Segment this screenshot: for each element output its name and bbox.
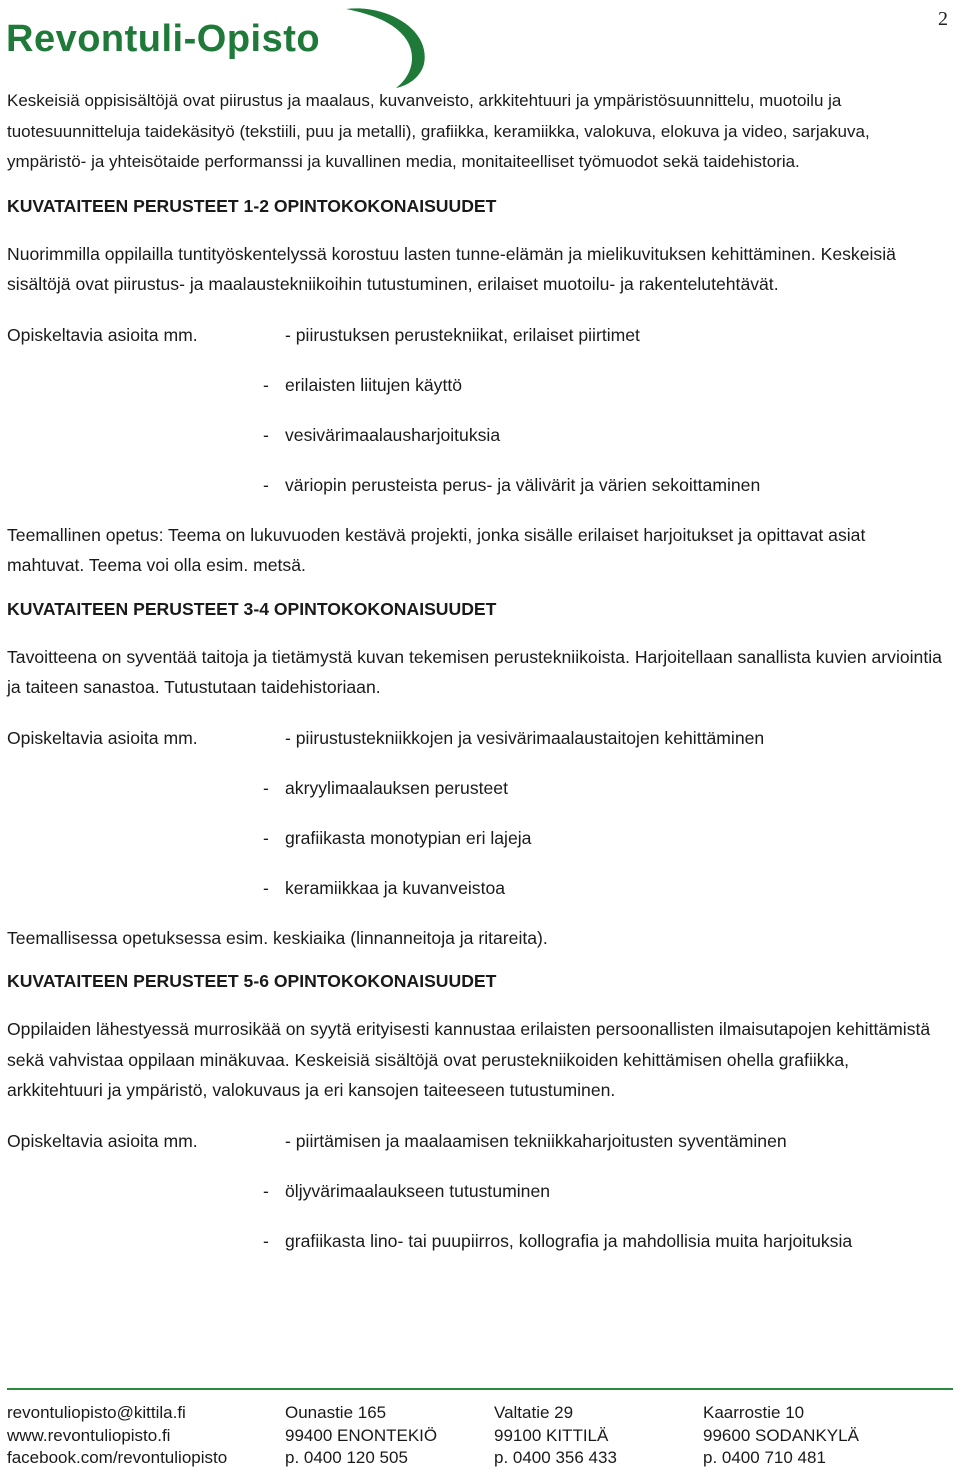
footer-address: Valtatie 29 [494,1403,574,1422]
page-number: 2 [938,8,948,30]
footer-address: Kaarrostie 10 [703,1403,805,1422]
section-after-3-4: Teemallisessa opetuksessa esim. keskiaika (linnanneitoja ja ritareita). [7,927,548,948]
section-heading-3-4: KUVATAITEEN PERUSTEET 3-4 OPINTOKOKONAISUUDET [7,598,497,619]
study-label: Opiskeltavia asioita mm. [7,1130,198,1151]
section-heading-1-2: KUVATAITEEN PERUSTEET 1-2 OPINTOKOKONAISUUDET [7,195,497,216]
aurora-swoosh-icon [336,4,436,89]
footer-city: 99400 ENONTEKIÖ [285,1425,438,1445]
section-after-1-2: Teemallinen opetus: Teema on lukuvuoden kestävä projekti, jonka sisälle erilaiset harjoitukset ja opittavat asiat mahtuvat. Teema voi olla esim. metsä. [7,524,866,575]
footer-city: 99100 KITTILÄ [494,1425,609,1445]
list-item: - grafiikasta lino- tai puupiirros, kollografia ja mahdollisia muita harjoituksia [263,1230,853,1251]
study-label: Opiskeltavia asioita mm. [7,727,198,748]
list-item: - vesivärimaalausharjoituksia [263,424,501,445]
study-label: Opiskeltavia asioita mm. [7,324,198,345]
section-heading-5-6: KUVATAITEEN PERUSTEET 5-6 OPINTOKOKONAISUUDET [7,971,497,991]
list-item: - keramiikkaa ja kuvanveistoa [263,877,506,898]
footer-office-enontekio [285,1402,437,1470]
footer-divider [7,1388,953,1390]
section-paragraph-3-4: Tavoitteena on syventää taitoja ja tietämystä kuvan tekemisen perustekniikoista. Harjoitellaan sanallista kuvien arviointia ja taiteen sanastoa. Tutustutaan taidehistoriaan. [7,646,942,697]
list-item: - piirtämisen ja maalaamisen tekniikkaharjoitusten syventäminen [285,1130,787,1151]
list-item: - erilaisten liitujen käyttö [263,374,463,395]
study-list-5-6 [7,1126,947,1256]
footer-email[interactable]: revontuliopisto@kittila.fi [7,1403,186,1422]
footer-phone: p. 0400 120 505 [285,1448,408,1467]
footer-office-kittila [494,1402,617,1470]
section-paragraph-5-6: Oppilaiden lähestyessä murrosikää on syytä erityisesti kannustaa erilaisten persoonallisten ilmaisutapojen kehittämistä sekä vahvistaa oppilaan minäkuvaa. Keskeisiä sisältöjä ovat perustekniikoiden kehittämisen ohella grafiikka, arkkitehtuuri ja ympäristö, valokuvaus ja eri kansojen taiteeseen tutustuminen. [7,1019,931,1100]
list-item: - öljyvärimaalaukseen tutustuminen [263,1180,551,1201]
list-item: - grafiikasta monotypian eri lajeja [263,827,532,848]
footer-contact-column [7,1402,227,1470]
page-header [0,0,960,90]
document-body [7,86,947,1256]
logo-text: Revontuli-Opisto [6,18,321,60]
list-item: - väriopin perusteista perus- ja välivärit ja värien sekoittaminen [263,474,761,495]
study-list-1-2 [7,320,947,500]
list-item: - piirustustekniikkojen ja vesivärimaalaustaitojen kehittäminen [285,727,765,748]
list-item: - piirustuksen perustekniikat, erilaiset piirtimet [285,324,640,345]
footer-office-sodankyla [703,1402,859,1470]
revontuli-opisto-logo [6,4,436,84]
list-item: - akryylimaalauksen perusteet [263,777,508,798]
footer-facebook[interactable]: facebook.com/revontuliopisto [7,1448,228,1467]
footer-address: Ounastie 165 [285,1403,387,1422]
footer-city: 99600 SODANKYLÄ [703,1425,859,1445]
footer-website[interactable]: www.revontuliopisto.fi [7,1425,171,1445]
study-list-3-4 [7,723,947,903]
intro-paragraph: Keskeisiä oppisisältöjä ovat piirustus ja maalaus, kuvanveisto, arkkitehtuuri ja ympäristösuunnittelu, muotoilu ja tuotesuunnitteluja taidekäsityö (tekstiili, puu ja metalli), grafiikka, keramiikka, valokuva, elokuva ja video, sarjakuva, ympäristö- ja yhteisötaide performanssi ja kuvallinen media, monitaiteelliset työmuodot sekä taidehistoria. [7,91,870,171]
section-paragraph-1-2: Nuorimmilla oppilailla tuntityöskentelyssä korostuu lasten tunne-elämän ja mielikuvituksen kehittäminen. Keskeisiä sisältöjä ovat piirustus- ja maalaustekniikoihin tutustuminen, erilaiset muotoilu- ja rakentelutehtävät. [7,243,896,294]
footer-phone: p. 0400 710 481 [703,1448,826,1467]
footer-phone: p. 0400 356 433 [494,1448,617,1467]
